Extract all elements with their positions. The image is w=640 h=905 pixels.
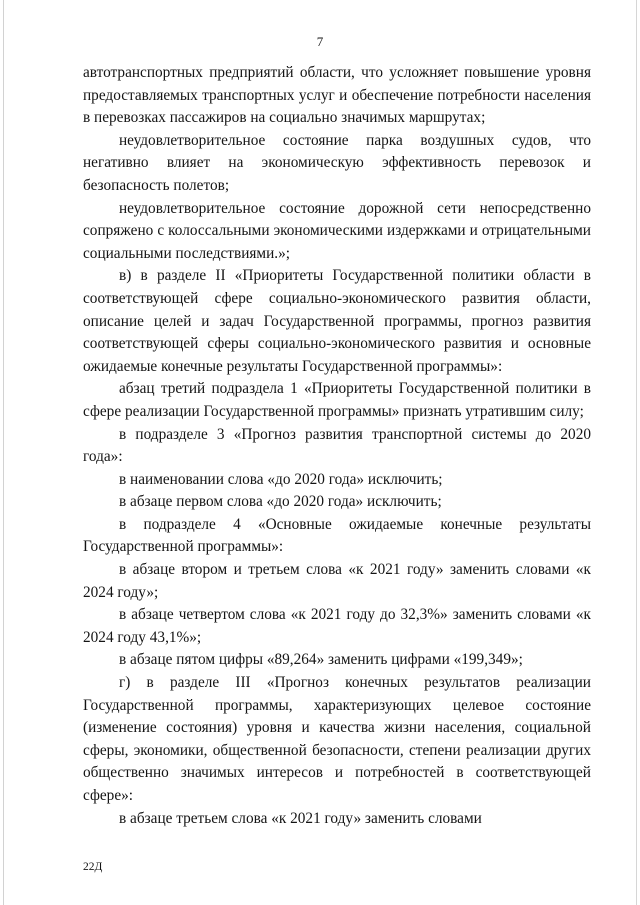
paragraph-first-abzac: в абзаце первом слова «до 2020 года» исключить;: [119, 493, 442, 511]
scan-edge-right: [636, 0, 637, 905]
footer-document-code: 22Д: [83, 861, 103, 873]
paragraph-subsection-4: в подразделе 4 «Основные ожидаемые конечные результаты Государственной программы»:: [83, 515, 591, 556]
scan-edge-left: [3, 0, 4, 905]
paragraph-aircraft-fleet: неудовлетворительное состояние парка воздушных судов, что негативно влияет на экономическую эффективность перевозок и безопасность полетов;: [83, 131, 591, 194]
paragraph-second-third-abzac: в абзаце втором и третьем слова «к 2021 году» заменить словами «к 2024 году»;: [83, 561, 591, 601]
paragraph-continuation: автотранспортных предприятий области, что усложняет повышение уровня предоставляемых транспортных услуг и обеспечение потребности населения в перевозках пассажиров на социально значимых маршрутах;: [83, 64, 591, 127]
page-number: 7: [316, 34, 324, 49]
paragraph-subsection-3: в подразделе 3 «Прогноз развития транспортной системы до 2020 года»:: [83, 425, 591, 466]
paragraph-section-iii: г) в разделе III «Прогноз конечных результатов реализации Государственной программы, характеризующих целевое состояние (изменение состояния) уровня и качества жизни населения, социальной сферы, экономики, общественной безопасности, степени реализации других общественно значимых интересов и потребностей в соответствующей сфере»:: [83, 674, 591, 804]
paragraph-title-words: в наименовании слова «до 2020 года» исключить;: [119, 470, 443, 488]
paragraph-road-network: неудовлетворительное состояние дорожной сети непосредственно сопряжено с колоссальными экономическими издержками и отрицательными социальными последствиями.»;: [83, 199, 591, 262]
paragraph-section-ii: в) в разделе II «Приоритеты Государственной политики области в соответствующей сфере социально-экономического развития области, описание целей и задач Государственной программы, прогноз развития соответствующей сферы социально-экономического развития и основные ожидаемые конечные результаты Государственной программы»:: [83, 267, 591, 375]
paragraph-fourth-abzac: в абзаце четвертом слова «к 2021 году до 32,3%» заменить словами «к 2024 году 43,1%»;: [83, 606, 591, 646]
paragraph-subsection-1: абзац третий подраздела 1 «Приоритеты Государственной политики в сфере реализации Государственной программы» признать утратившим силу;: [83, 380, 591, 420]
document-body: [83, 62, 591, 830]
paragraph-third-abzac: в абзаце третьем слова «к 2021 году» заменить словами: [119, 809, 482, 827]
paragraph-fifth-abzac: в абзаце пятом цифры «89,264» заменить цифрами «199,349»;: [119, 651, 523, 669]
